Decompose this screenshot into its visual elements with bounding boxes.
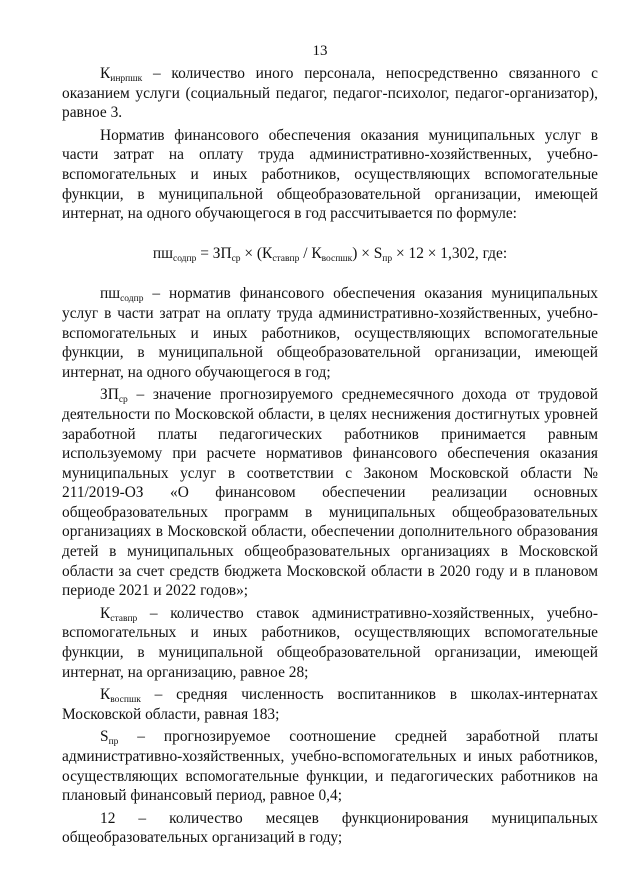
def-zp-sr <box>62 385 598 601</box>
formula-intro-paragraph: Норматив финансового обеспечения оказания муниципальных услуг в части затрат на оплату труда административно-хозяйственных, учебно-вспомогательных и иных работников, осуществляющих вспомогательные функции, в муниципальной общеобразовательной организации, имеющей интернат, на одного обучающегося в год рассчитывается по формуле: <box>62 126 598 223</box>
definition-text: – количество ставок административно-хозяйственных, учебно-вспомогательных и иных работников, осуществляющих вспомогательные функции, в муниципальной общеобразовательной организации, имеющей интернат, на организацию, равное 28; <box>62 604 598 681</box>
symbol: К <box>100 65 111 82</box>
symbol-subscript: воспшк <box>110 695 141 706</box>
symbol-subscript: инрпшк <box>110 74 143 84</box>
definition-text: – норматив финансового обеспечения оказания муниципальных услуг в части затрат на оплату труда административно-хозяйственных, учебно-вспомогательных и иных работников, осуществляющих вспомогательные функции, в муниципальной общеобразовательной организации, имеющей интернат, на одного обучающегося в год; <box>62 285 598 381</box>
symbol: пш <box>100 285 121 303</box>
definition-text: – количество иного персонала, непосредственно связанного с оказанием услуги (социальный педагог, педагог-психолог, педагог-организатор), равное 3. <box>62 65 598 122</box>
symbol-subscript: содпр <box>120 294 144 305</box>
symbol-subscript: ср <box>118 395 128 406</box>
symbol-subscript: ставпр <box>110 613 138 624</box>
definition-text: – значение прогнозируемого среднемесячного дохода от трудовой деятельности по Московской области, в целях неснижения достигнутых уровней заработной платы педагогических работников принимается равным используемому при расчете нормативов финансового обеспечения оказания муниципальных услуг в соответствии с Законом Московской области № 211/2019-ОЗ «О финансовом обеспечении реализации основных общеобразовательных программ в муниципальных общеобразовательных организациях в Московской области, обеспечении дополнительного образования детей в муниципальных общеобразовательных организациях в Московской области за счет средств бюджета Московской области в 2020 году и в плановом периоде 2021 и 2022 годов»; <box>62 386 598 600</box>
def-k-vospshk <box>62 685 598 724</box>
definition-text: – средняя численность воспитанников в школах-интернатах Московской области, равная 183; <box>62 686 598 723</box>
symbol: К <box>100 604 111 622</box>
symbol: ЗП <box>100 386 119 404</box>
symbol-subscript: пр <box>108 737 119 748</box>
symbol: К <box>100 686 111 704</box>
page-body <box>62 64 598 851</box>
def-s-pr <box>62 727 598 805</box>
symbol: S <box>100 728 109 746</box>
page-number: 13 <box>312 43 328 59</box>
definition-text: – прогнозируемое соотношение средней заработной платы административно-хозяйственных, учебно-вспомогательных и иных работников, осуществляющих вспомогательные функции, и педагогических работников на плановый финансовый период, равное 0,4; <box>62 728 598 805</box>
def-psh-sodpr <box>62 284 598 382</box>
def-months: 12 – количество месяцев функционирования муниципальных общеобразовательных организаций в году; <box>62 809 598 847</box>
def-k-inrpshk <box>62 64 598 123</box>
def-k-stavpr <box>62 604 598 682</box>
formula: $пш_{содпр} = ЗП_{ср} \times (К_{ставпр} / К_{воспшк}) \times S_{пр} \times 12 \times 1,302$, где: <box>152 244 508 264</box>
